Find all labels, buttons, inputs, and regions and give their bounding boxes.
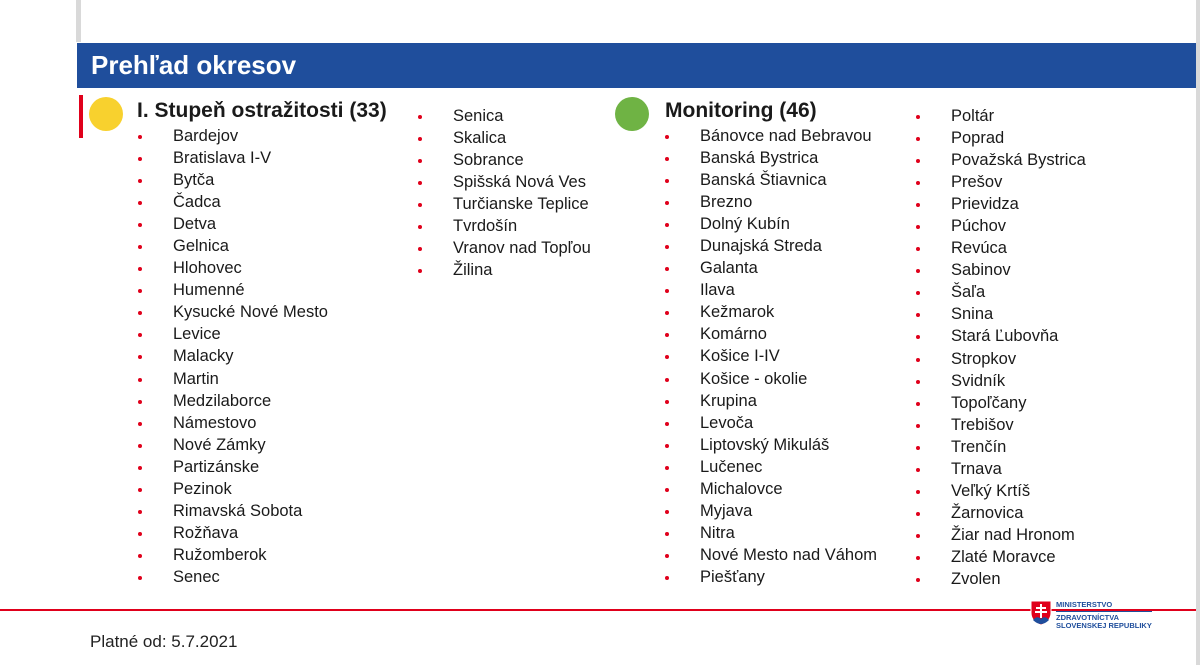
monitoring-districts-list-1 (663, 125, 877, 588)
district-list-item: Púchov (914, 215, 1086, 237)
right-edge-divider (1196, 0, 1200, 665)
red-accent-bar (79, 95, 83, 138)
district-list-item: Senica (416, 105, 591, 127)
district-list-item: Martin (136, 368, 328, 390)
district-list-item: Stropkov (914, 348, 1086, 370)
district-list-item: Dunajská Streda (663, 235, 877, 257)
district-list-item: Gelnica (136, 235, 328, 257)
district-list-item: Detva (136, 213, 328, 235)
district-list-item: Kežmarok (663, 301, 877, 323)
district-list-item: Nitra (663, 522, 877, 544)
district-list-item: Tvrdošín (416, 215, 591, 237)
district-list-item: Šaľa (914, 281, 1086, 303)
district-list-item: Svidník (914, 370, 1086, 392)
district-list-item: Rimavská Sobota (136, 500, 328, 522)
top-left-divider (76, 0, 81, 42)
district-list-item: Ilava (663, 279, 877, 301)
district-list-item: Humenné (136, 279, 328, 301)
district-list-item: Považská Bystrica (914, 149, 1086, 171)
district-list-item: Hlohovec (136, 257, 328, 279)
district-list-item: Levice (136, 323, 328, 345)
valid-from-date: Platné od: 5.7.2021 (90, 632, 238, 651)
district-list-item: Prievidza (914, 193, 1086, 215)
district-list-item: Žarnovica (914, 502, 1086, 524)
district-list-item: Lučenec (663, 456, 877, 478)
logo-line-1: MINISTERSTVO (1056, 601, 1152, 612)
district-list-item: Ružomberok (136, 544, 328, 566)
district-list-item: Banská Bystrica (663, 147, 877, 169)
logo-line-2: ZDRAVOTNÍCTVA (1056, 612, 1120, 622)
district-list-item: Košice - okolie (663, 368, 877, 390)
district-list-item: Medzilaborce (136, 390, 328, 412)
district-list-item: Dolný Kubín (663, 213, 877, 235)
yellow-status-dot-icon (89, 97, 123, 131)
page-title: Prehľad okresov (77, 43, 1196, 88)
district-list-item: Sobrance (416, 149, 591, 171)
district-list-item: Myjava (663, 500, 877, 522)
district-list-item: Sabinov (914, 259, 1086, 281)
district-list-item: Kysucké Nové Mesto (136, 301, 328, 323)
ministry-logo-text (1056, 601, 1152, 631)
district-list-item: Nové Mesto nad Váhom (663, 544, 877, 566)
district-list-item: Skalica (416, 127, 591, 149)
district-list-item: Piešťany (663, 566, 877, 588)
district-list-item: Pezinok (136, 478, 328, 500)
green-status-dot-icon (615, 97, 649, 131)
district-list-item: Zlaté Moravce (914, 546, 1086, 568)
district-list-item: Trnava (914, 458, 1086, 480)
district-list-item: Bánovce nad Bebravou (663, 125, 877, 147)
district-list-item: Vranov nad Topľou (416, 237, 591, 259)
district-list-item: Michalovce (663, 478, 877, 500)
district-list-item: Bardejov (136, 125, 328, 147)
district-list-item: Trebišov (914, 414, 1086, 436)
district-list-item: Brezno (663, 191, 877, 213)
district-list-item: Čadca (136, 191, 328, 213)
district-list-item: Nové Zámky (136, 434, 328, 456)
footer-divider (0, 609, 1196, 611)
district-list-item: Poltár (914, 105, 1086, 127)
district-list-item: Veľký Krtíš (914, 480, 1086, 502)
logo-line-3: SLOVENSKEJ REPUBLIKY (1056, 621, 1152, 630)
district-list-item: Bytča (136, 169, 328, 191)
district-list-item: Žilina (416, 259, 591, 281)
district-list-item: Zvolen (914, 568, 1086, 590)
district-list-item: Košice I-IV (663, 345, 877, 367)
district-list-item: Snina (914, 303, 1086, 325)
district-list-item: Prešov (914, 171, 1086, 193)
district-list-item: Banská Štiavnica (663, 169, 877, 191)
district-list-item: Trenčín (914, 436, 1086, 458)
district-list-item: Stará Ľubovňa (914, 325, 1086, 347)
district-list-item: Senec (136, 566, 328, 588)
district-list-item: Malacky (136, 345, 328, 367)
district-list-item: Revúca (914, 237, 1086, 259)
district-list-item: Liptovský Mikuláš (663, 434, 877, 456)
district-list-item: Rožňava (136, 522, 328, 544)
district-list-item: Turčianske Teplice (416, 193, 591, 215)
district-list-item: Námestovo (136, 412, 328, 434)
monitoring-districts-list-2 (914, 105, 1086, 590)
district-list-item: Krupina (663, 390, 877, 412)
district-list-item: Levoča (663, 412, 877, 434)
district-list-item: Topoľčany (914, 392, 1086, 414)
district-list-item: Poprad (914, 127, 1086, 149)
alert-level-heading: I. Stupeň ostražitosti (33) (137, 99, 387, 122)
district-list-item: Partizánske (136, 456, 328, 478)
district-list-item: Galanta (663, 257, 877, 279)
slovak-coat-of-arms-icon (1030, 600, 1052, 626)
district-list-item: Spišská Nová Ves (416, 171, 591, 193)
district-list-item: Žiar nad Hronom (914, 524, 1086, 546)
district-list-item: Bratislava I-V (136, 147, 328, 169)
monitoring-heading: Monitoring (46) (665, 99, 817, 122)
district-list-item: Komárno (663, 323, 877, 345)
alert-districts-list-2 (416, 105, 591, 281)
alert-districts-list-1 (136, 125, 328, 588)
